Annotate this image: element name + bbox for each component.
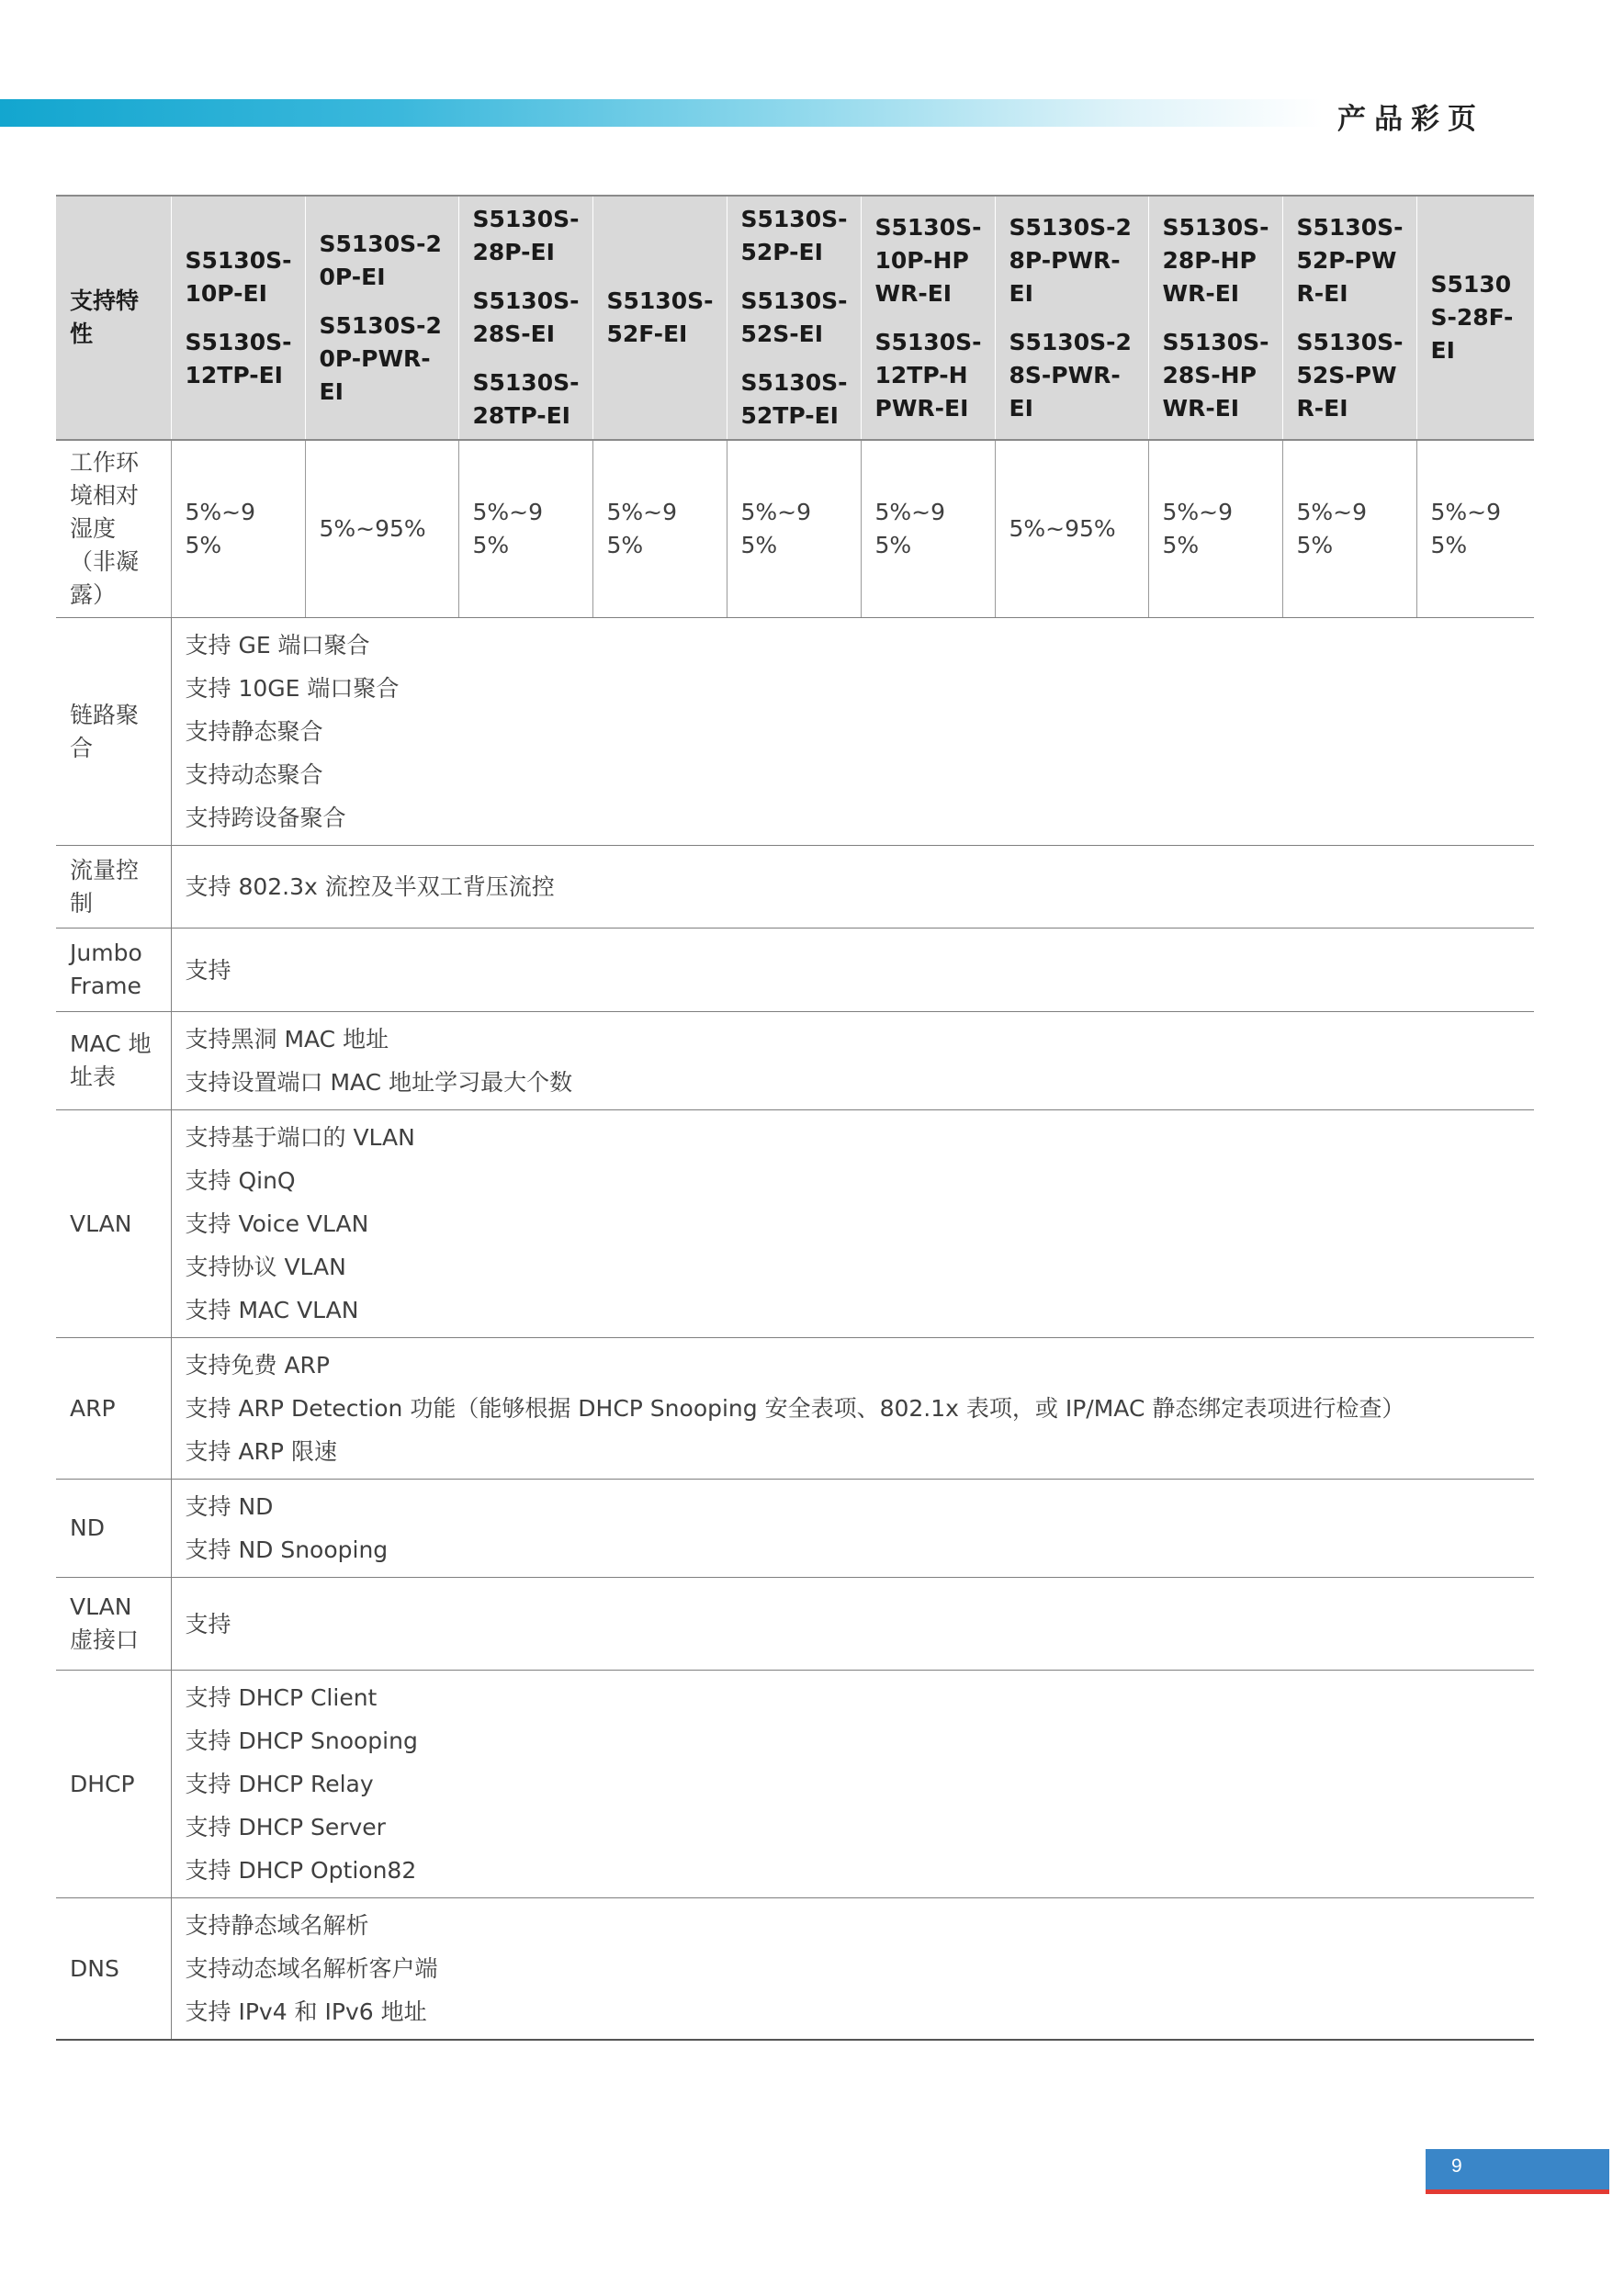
row-label-humidity: 工作环境相对湿度（非凝露） [56, 440, 171, 618]
model-column-header [458, 196, 592, 440]
model-name: S5130S-28S-EI [472, 287, 580, 347]
feature-item: 支持协议 VLAN [185, 1254, 346, 1280]
feature-row [56, 1480, 1534, 1578]
model-name: S5130S-28P-EI [472, 206, 580, 265]
model-column-header [1416, 196, 1534, 440]
feature-row [56, 1898, 1534, 2041]
feature-content [171, 1012, 1534, 1110]
humidity-value: 5%~95% [995, 440, 1148, 618]
feature-item: 支持 DHCP Client [185, 1684, 378, 1711]
humidity-value: 5%~95% [1148, 440, 1282, 618]
feature-item: 支持 IPv4 和 IPv6 地址 [185, 1998, 427, 2025]
feature-item: 支持 DHCP Snooping [185, 1728, 418, 1754]
model-name: S5130S-20P-EI [319, 230, 442, 290]
model-gap [1297, 310, 1404, 326]
page-number: 9 [1451, 2155, 1462, 2177]
feature-item: 支持 802.3x 流控及半双工背压流控 [185, 873, 555, 900]
feature-row [56, 1338, 1534, 1480]
page-number-underline [1426, 2189, 1609, 2194]
feature-item: 支持动态聚合 [185, 761, 323, 788]
model-column-header [305, 196, 458, 440]
model-name: S5130S-52S-EI [740, 287, 848, 347]
feature-item: 支持静态域名解析 [185, 1912, 369, 1939]
model-gap [1009, 310, 1135, 326]
spec-table-body [56, 440, 1534, 2040]
model-column-header [1148, 196, 1282, 440]
model-gap [473, 269, 580, 285]
model-name: S5130S-52F-EI [606, 287, 714, 347]
feature-item: 支持免费 ARP [185, 1352, 330, 1379]
model-gap [741, 351, 848, 366]
feature-label: ND [56, 1480, 171, 1578]
humidity-value: 5%~95% [171, 440, 305, 618]
model-column-header [861, 196, 995, 440]
feature-item: 支持 MAC VLAN [185, 1297, 359, 1323]
model-name: S5130S-28P-PWR-EI [1009, 213, 1132, 307]
model-name: S5130S-28P-HPWR-EI [1162, 213, 1269, 307]
spec-table-header [56, 196, 1534, 440]
header-gradient-bar [0, 99, 1323, 127]
page-header-title: 产品彩页 [1337, 103, 1484, 136]
feature-item: 支持静态聚合 [185, 718, 323, 745]
feature-item: 支持 DHCP Relay [185, 1771, 374, 1797]
feature-row [56, 1110, 1534, 1338]
model-name: S5130S-28S-PWR-EI [1009, 328, 1132, 422]
feature-item: 支持 GE 端口聚合 [185, 632, 370, 658]
model-name: S5130S-52P-EI [740, 206, 848, 265]
feature-item: 支持 10GE 端口聚合 [185, 675, 400, 702]
model-column-header [171, 196, 305, 440]
model-column-header [727, 196, 861, 440]
humidity-value: 5%~95% [305, 440, 458, 618]
feature-item: 支持 ND [185, 1493, 274, 1520]
model-name: S5130S-28F-EI [1430, 271, 1514, 364]
model-name: S5130S-28TP-EI [472, 369, 580, 429]
humidity-value: 5%~95% [458, 440, 592, 618]
model-name: S5130S-52S-PWR-EI [1296, 328, 1404, 422]
humidity-value: 5%~95% [1416, 440, 1534, 618]
model-name: S5130S-20P-PWR-EI [319, 311, 442, 405]
model-gap [320, 294, 445, 310]
feature-content [171, 1480, 1534, 1578]
feature-item: 支持 DHCP Option82 [185, 1857, 417, 1884]
feature-row [56, 846, 1534, 929]
humidity-value: 5%~95% [727, 440, 861, 618]
feature-label: VLAN [56, 1110, 171, 1338]
feature-label: Jumbo Frame [56, 929, 171, 1012]
feature-item: 支持 ND Snooping [185, 1536, 389, 1563]
model-name: S5130S-52P-PWR-EI [1296, 213, 1404, 307]
feature-label: DNS [56, 1898, 171, 2041]
model-name: S5130S-10P-EI [185, 246, 292, 307]
feature-item: 支持黑洞 MAC 地址 [185, 1026, 389, 1052]
feature-row [56, 1671, 1534, 1898]
model-name: S5130S-12TP-HPWR-EI [874, 328, 982, 422]
feature-item: 支持跨设备聚合 [185, 805, 346, 831]
spec-table [56, 195, 1534, 2041]
feature-content [171, 1338, 1534, 1480]
feature-item: 支持设置端口 MAC 地址学习最大个数 [185, 1069, 573, 1096]
model-gap [875, 310, 982, 326]
feature-item: 支持 DHCP Server [185, 1814, 386, 1840]
model-gap [741, 269, 848, 285]
feature-label: 链路聚合 [56, 618, 171, 846]
feature-content [171, 1110, 1534, 1338]
feature-label: ARP [56, 1338, 171, 1480]
model-name: S5130S-52TP-EI [740, 369, 848, 429]
feature-label: DHCP [56, 1671, 171, 1898]
model-name: S5130S-12TP-EI [185, 328, 292, 388]
corner-label: 支持特性 [56, 196, 171, 440]
model-column-header [995, 196, 1148, 440]
humidity-value: 5%~95% [1282, 440, 1416, 618]
feature-row [56, 1012, 1534, 1110]
feature-content [171, 1578, 1534, 1671]
model-name: S5130S-28S-HPWR-EI [1162, 328, 1269, 422]
feature-item: 支持基于端口的 VLAN [185, 1124, 415, 1151]
model-gap [186, 310, 292, 326]
page-number-box [1426, 2149, 1609, 2189]
feature-row [56, 1578, 1534, 1671]
feature-row [56, 618, 1534, 846]
humidity-value: 5%~95% [861, 440, 995, 618]
feature-item: 支持 Voice VLAN [185, 1210, 369, 1237]
feature-item: 支持 ARP Detection 功能（能够根据 DHCP Snooping 安全表项、802.1x 表项，或 IP/MAC 静态绑定表项进行检查） [185, 1395, 1405, 1422]
feature-content [171, 1671, 1534, 1898]
feature-label: VLAN 虚接口 [56, 1578, 171, 1671]
feature-content [171, 618, 1534, 846]
model-gap [1163, 310, 1269, 326]
model-column-header [1282, 196, 1416, 440]
feature-item: 支持 QinQ [185, 1167, 296, 1194]
model-gap [473, 351, 580, 366]
feature-item: 支持 ARP 限速 [185, 1438, 337, 1465]
feature-label: MAC 地址表 [56, 1012, 171, 1110]
model-column-header [592, 196, 727, 440]
feature-row [56, 929, 1534, 1012]
feature-label: 流量控制 [56, 846, 171, 929]
feature-content [171, 1898, 1534, 2041]
humidity-value: 5%~95% [592, 440, 727, 618]
feature-item: 支持动态域名解析客户端 [185, 1955, 438, 1982]
feature-content [171, 929, 1534, 1012]
feature-item: 支持 [185, 1610, 231, 1638]
model-name: S5130S-10P-HPWR-EI [874, 213, 982, 307]
feature-content [171, 846, 1534, 929]
feature-item: 支持 [185, 956, 231, 984]
